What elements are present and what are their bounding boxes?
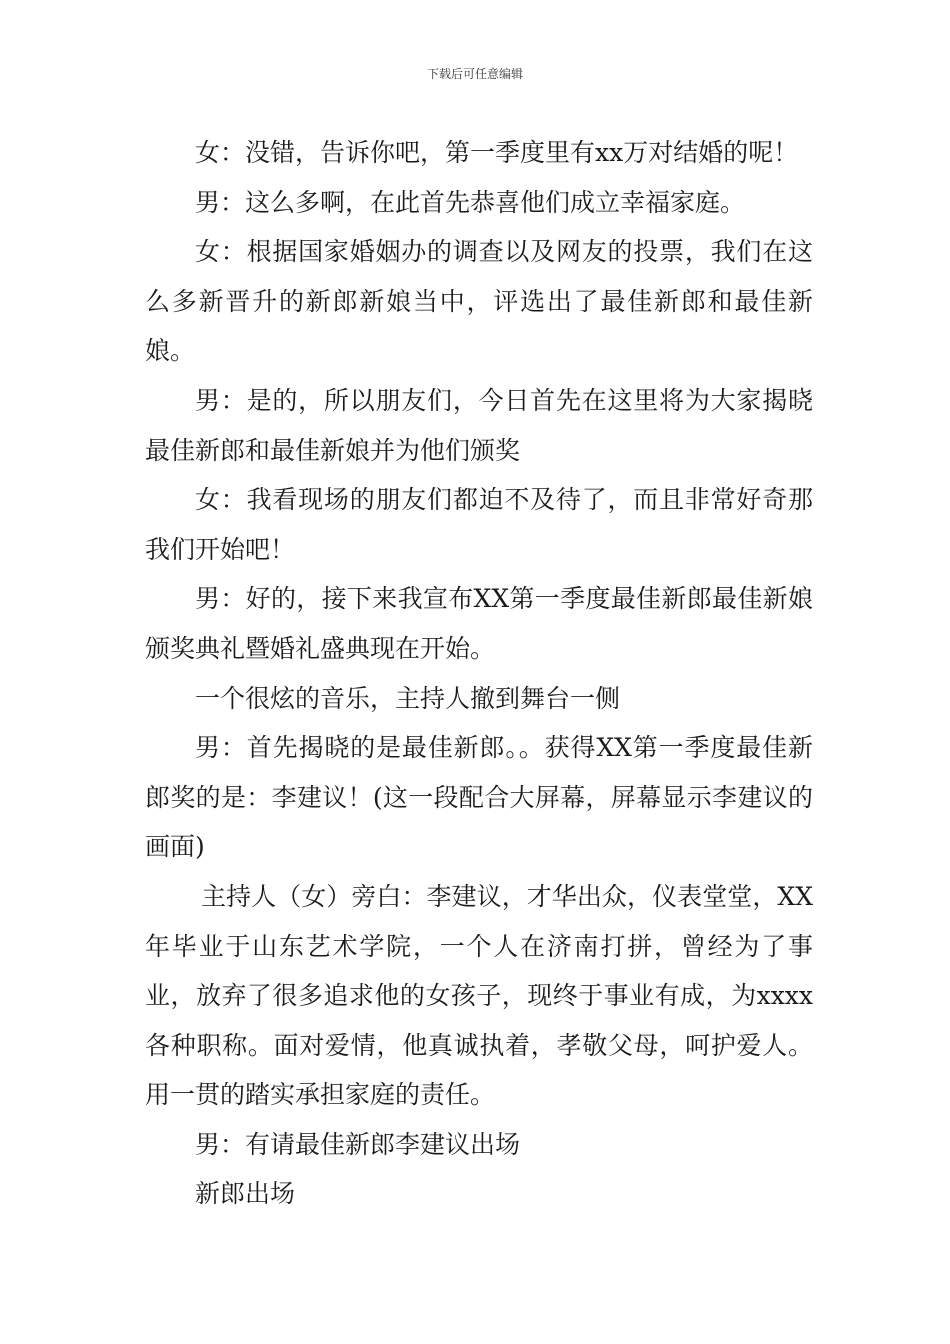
paragraph: 新郎出场 [195,1179,296,1209]
paragraph: 女：根据国家婚姻办的调查以及网友的投票，我们在这么多新晋升的新郎新娘当中，评选出了最佳新郎和最佳新娘。 [145,237,813,366]
page-header: 下载后可任意编辑 [426,67,523,81]
paragraph: 男：有请最佳新郎李建议出场 [195,1129,521,1159]
paragraph: 一个很炫的音乐，主持人撤到舞台一侧 [195,683,621,713]
paragraph: 女：我看现场的朋友们都迫不及待了，而且非常好奇那我们开始吧！ [145,485,813,564]
paragraph: 男：首先揭晓的是最佳新郎。。获得XX第一季度最佳新郎奖的是：李建议！(这一段配合大屏幕，屏幕显示李建议的画面) [145,733,813,862]
paragraph: 女：没错，告诉你吧，第一季度里有xx万对结婚的呢！ [195,138,799,167]
paragraph: 男：好的，接下来我宣布XX第一季度最佳新郎最佳新娘颁奖典礼暨婚礼盛典现在开始。 [145,584,813,663]
paragraph: 男：是的，所以朋友们，今日首先在这里将为大家揭晓最佳新郎和最佳新娘并为他们颁奖 [145,385,813,465]
document-body [145,128,813,1219]
paragraph: 男：这么多啊，在此首先恭喜他们成立幸福家庭。 [195,187,746,217]
paragraph: 主持人（女）旁白：李建议，才华出众，仪表堂堂，XX年毕业于山东艺术学院，一个人在济南打拼，曾经为了事业，放弃了很多追求他的女孩子，现终于事业有成，为xxxx各种职称。面对爱情，他真诚执着，孝敬父母，呵护爱人。用一贯的踏实承担家庭的责任。 [145,881,813,1110]
